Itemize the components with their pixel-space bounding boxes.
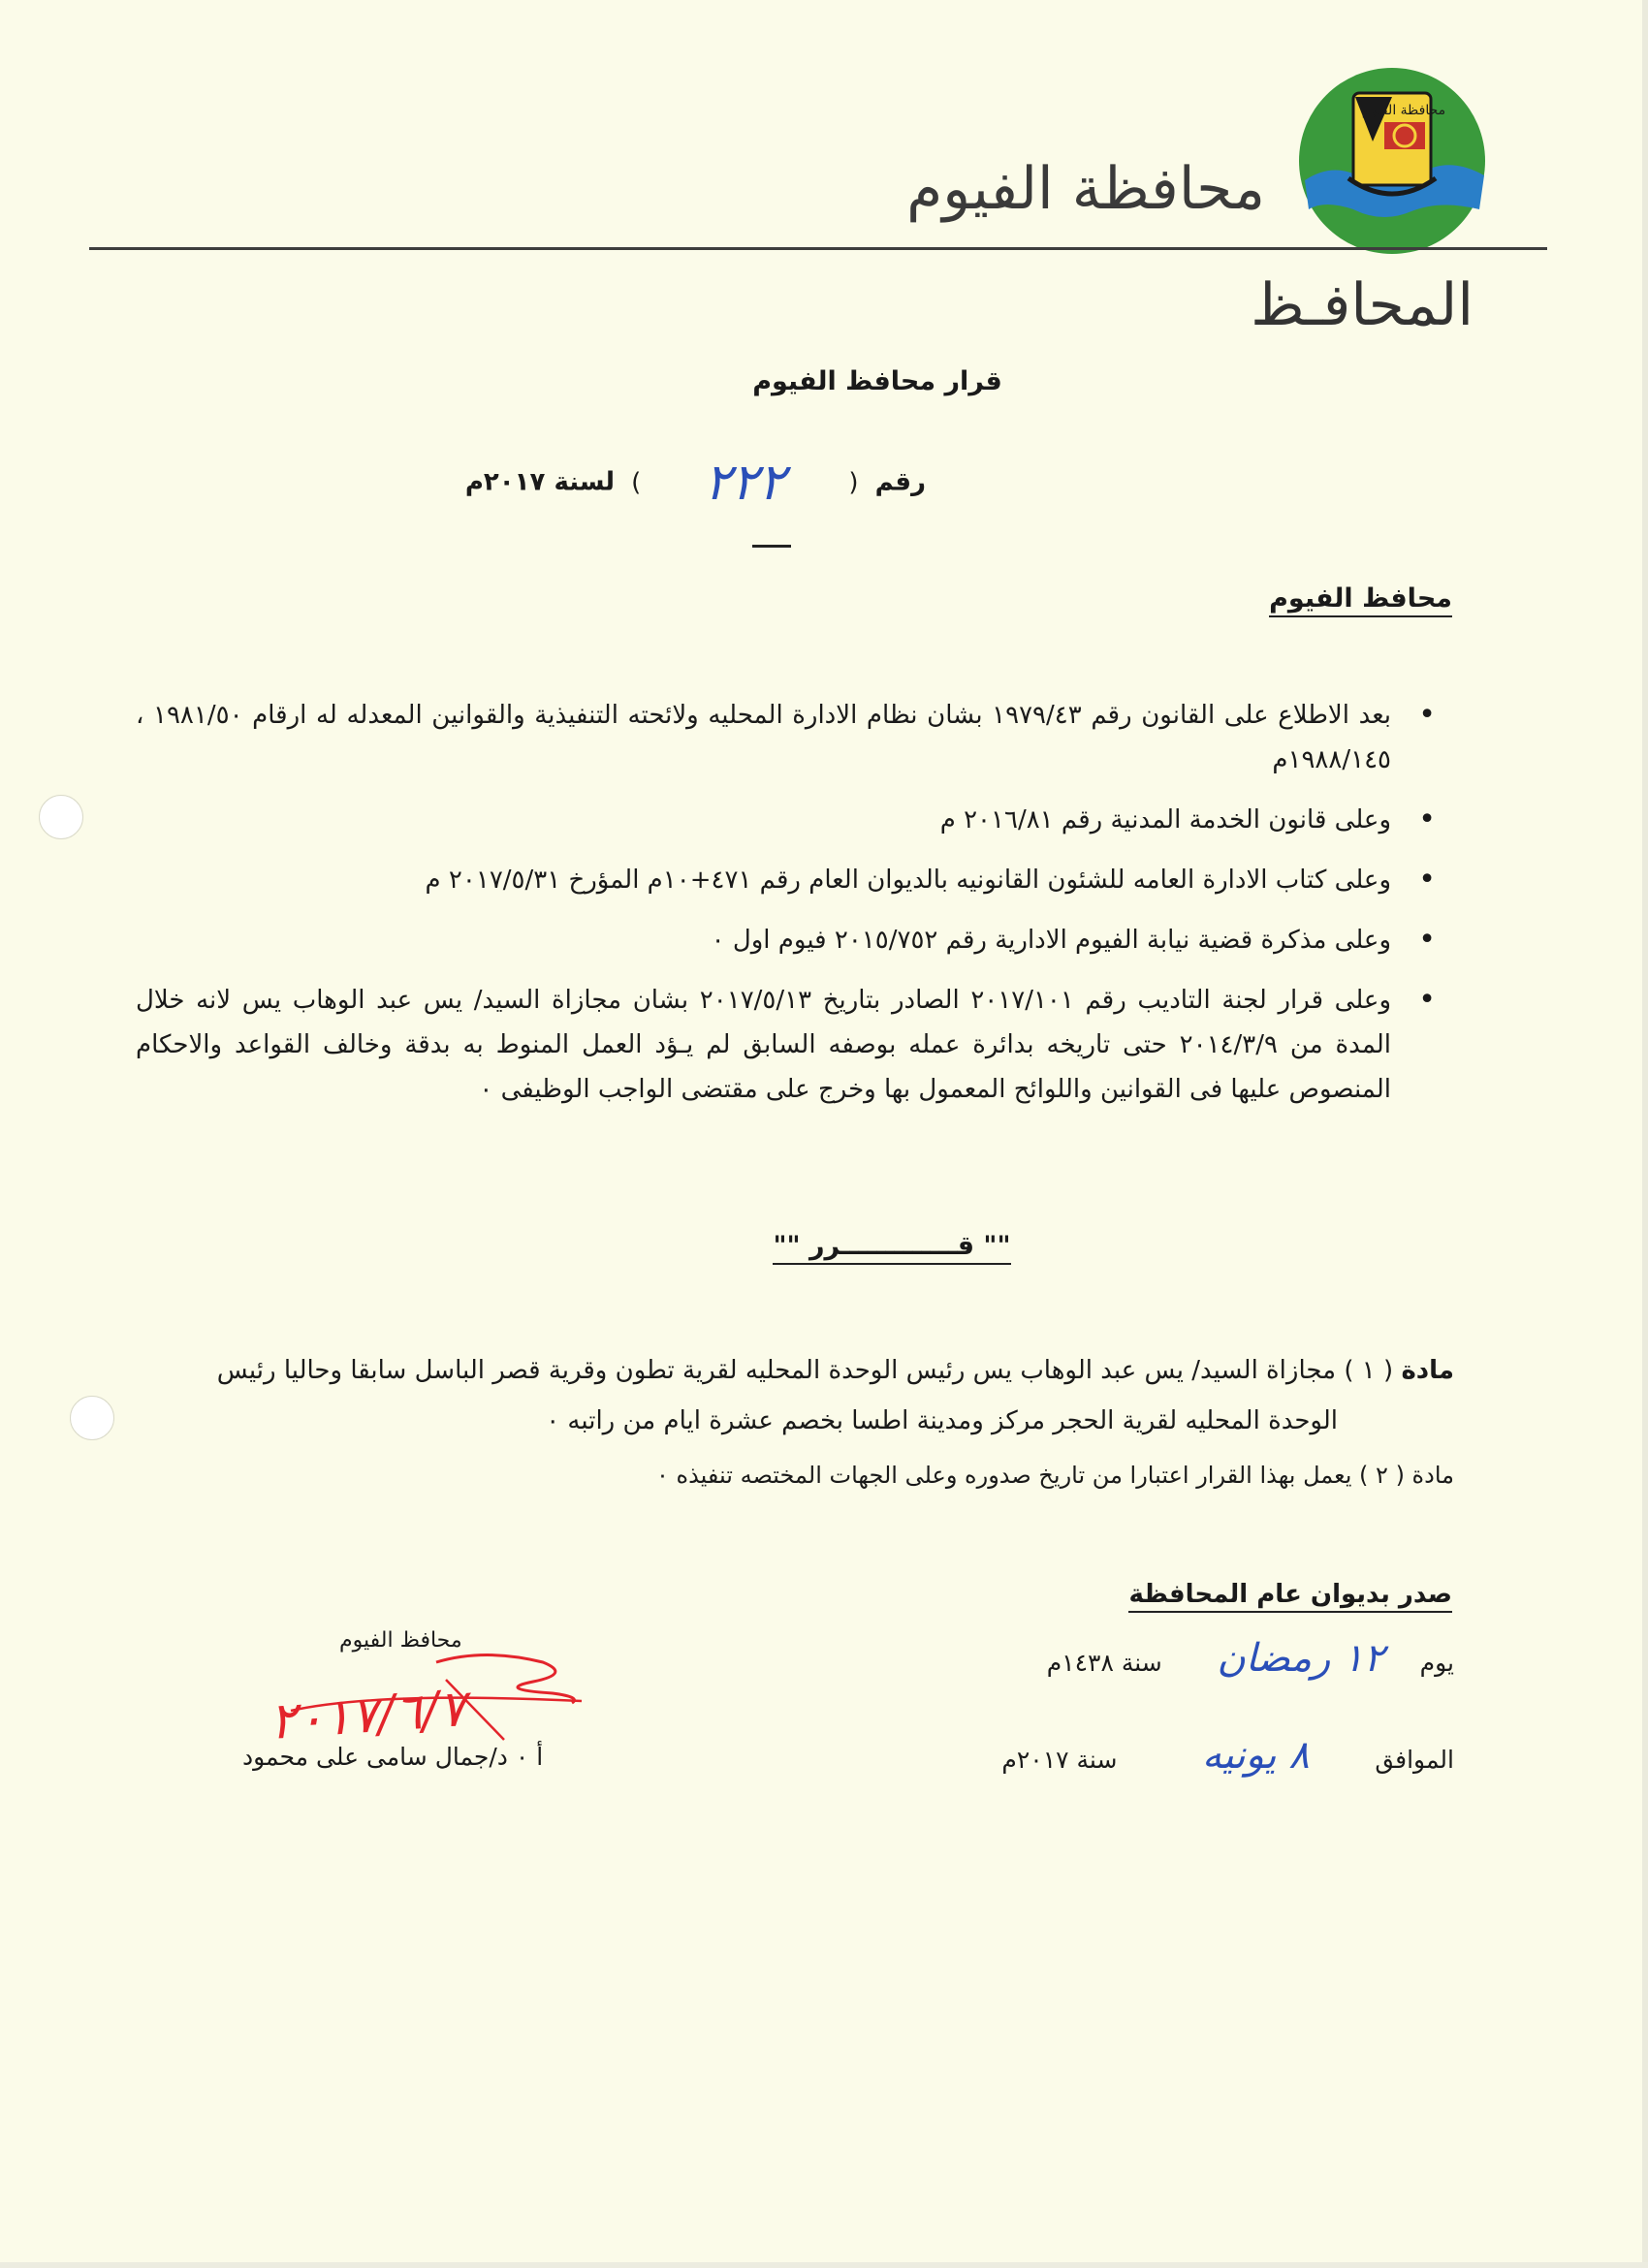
- list-item: [136, 858, 1436, 902]
- gregorian-year: سنة ٢٠١٧م: [1001, 1746, 1118, 1774]
- punch-hole: [39, 795, 83, 839]
- handwritten-decision-number: ٢٢٢: [704, 454, 786, 512]
- bullet-icon: •: [1418, 863, 1436, 897]
- list-item: [136, 978, 1436, 1112]
- handwritten-signature-date: ٢٠١٧/٦/٧: [268, 1680, 468, 1751]
- year-label: لسنة ٢٠١٧م: [464, 467, 616, 497]
- article-1-text-b: الوحدة المحليه لقرية الحجر مركز ومدينة اطسا بخصم عشرة ايام من راتبه ٠: [546, 1406, 1338, 1435]
- hijri-date-row: [1047, 1636, 1454, 1681]
- recital-text: وعلى قانون الخدمة المدنية رقم ٢٠١٦/٨١ م: [939, 805, 1391, 835]
- list-item: [136, 918, 1436, 962]
- bullet-icon: •: [1418, 803, 1436, 836]
- paper-edge: [1642, 0, 1648, 2268]
- decision-number-line: [464, 454, 926, 512]
- gregorian-date-row: [1001, 1733, 1454, 1778]
- paren-open: (: [848, 467, 859, 497]
- article-1-text-a: مجازاة السيد/ يس عبد الوهاب يس رئيس الوحدة المحليه لقرية تطون وقرية قصر الباسل سابقا وحاليا رئيس: [216, 1356, 1337, 1385]
- paper-bottom-edge: [0, 2262, 1648, 2268]
- list-item: [136, 798, 1436, 842]
- bullet-icon: •: [1418, 983, 1436, 1017]
- paren-close: ): [631, 467, 642, 497]
- decides-text: "" قـــــــــــــرر "": [773, 1231, 1010, 1265]
- header-divider: [89, 247, 1547, 250]
- recital-text: وعلى مذكرة قضية نيابة الفيوم الادارية رقم ٢٠١٥/٧٥٢ فيوم اول ٠: [711, 926, 1391, 955]
- hijri-year: سنة ١٤٣٨م: [1046, 1649, 1162, 1677]
- decision-title: قرار محافظ الفيوم: [752, 366, 1002, 396]
- recital-text: وعلى قرار لجنة التاديب رقم ٢٠١٧/١٠١ الصادر بتاريخ ٢٠١٧/٥/١٣ بشان مجازاة السيد/ يس عبد الوهاب يس لانه خلال المدة من ٢٠١٤/٣/٩ حتى تاريخه بدائرة عمله بوصفه السابق لم يـؤد العمل المنوط به بدقة وخالف القواعد والاحكام المنصوص عليها فى القوانين واللوائح المعمول بها وخرج على مقتضى الواجب الوظيفى ٠: [136, 986, 1392, 1104]
- day-label: يوم: [1419, 1649, 1454, 1677]
- article-2: مادة ( ٢ ) يعمل بهذا القرار اعتبارا من تاريخ صدوره وعلى الجهات المختصه تنفيذه ٠: [655, 1462, 1454, 1489]
- issued-at: صدر بديوان عام المحافظة: [1128, 1580, 1452, 1613]
- article-1-number: ( ١ ): [1344, 1356, 1394, 1385]
- number-label: رقم: [874, 467, 926, 497]
- bullet-icon: •: [1418, 923, 1436, 957]
- recital-text: بعد الاطلاع على القانون رقم ١٩٧٩/٤٣ بشان نظام الادارة المحليه ولائحته التنفيذية والقوانين المعدله له ارقام ١٩٨١/٥٠ ، ١٩٨٨/١٤٥م: [136, 701, 1391, 774]
- decides-heading: [0, 1231, 1648, 1261]
- governorate-name: محافظة الفيوم: [906, 155, 1265, 223]
- handwritten-gregorian-day: ٨ يونيه: [1202, 1733, 1310, 1778]
- recitals-list: [136, 693, 1436, 1127]
- signatory-name: أ ٠ د/جمال سامى على محمود: [242, 1743, 544, 1771]
- bullet-icon: •: [1418, 698, 1436, 732]
- signatory-title: محافظ الفيوم: [339, 1628, 462, 1653]
- recital-text: وعلى كتاب الادارة العامه للشئون القانونيه بالديوان العام رقم ٤٧١+١٠م المؤرخ ٢٠١٧/٥/٣١ م: [425, 866, 1391, 895]
- office-label: المحافـظ: [1251, 271, 1474, 339]
- corresponding-label: الموافق: [1375, 1746, 1454, 1774]
- handwritten-hijri-day: ١٢ رمضان: [1217, 1636, 1385, 1681]
- article-1-label: مادة: [1401, 1356, 1454, 1385]
- article-1: [136, 1345, 1454, 1446]
- title-dash: [752, 545, 791, 548]
- list-item: [136, 693, 1436, 782]
- logo-text: محافظة الفيوم: [1361, 103, 1446, 118]
- addressee-heading: محافظ الفيوم: [1269, 583, 1452, 617]
- governorate-logo: [1295, 64, 1489, 258]
- punch-hole: [70, 1396, 114, 1440]
